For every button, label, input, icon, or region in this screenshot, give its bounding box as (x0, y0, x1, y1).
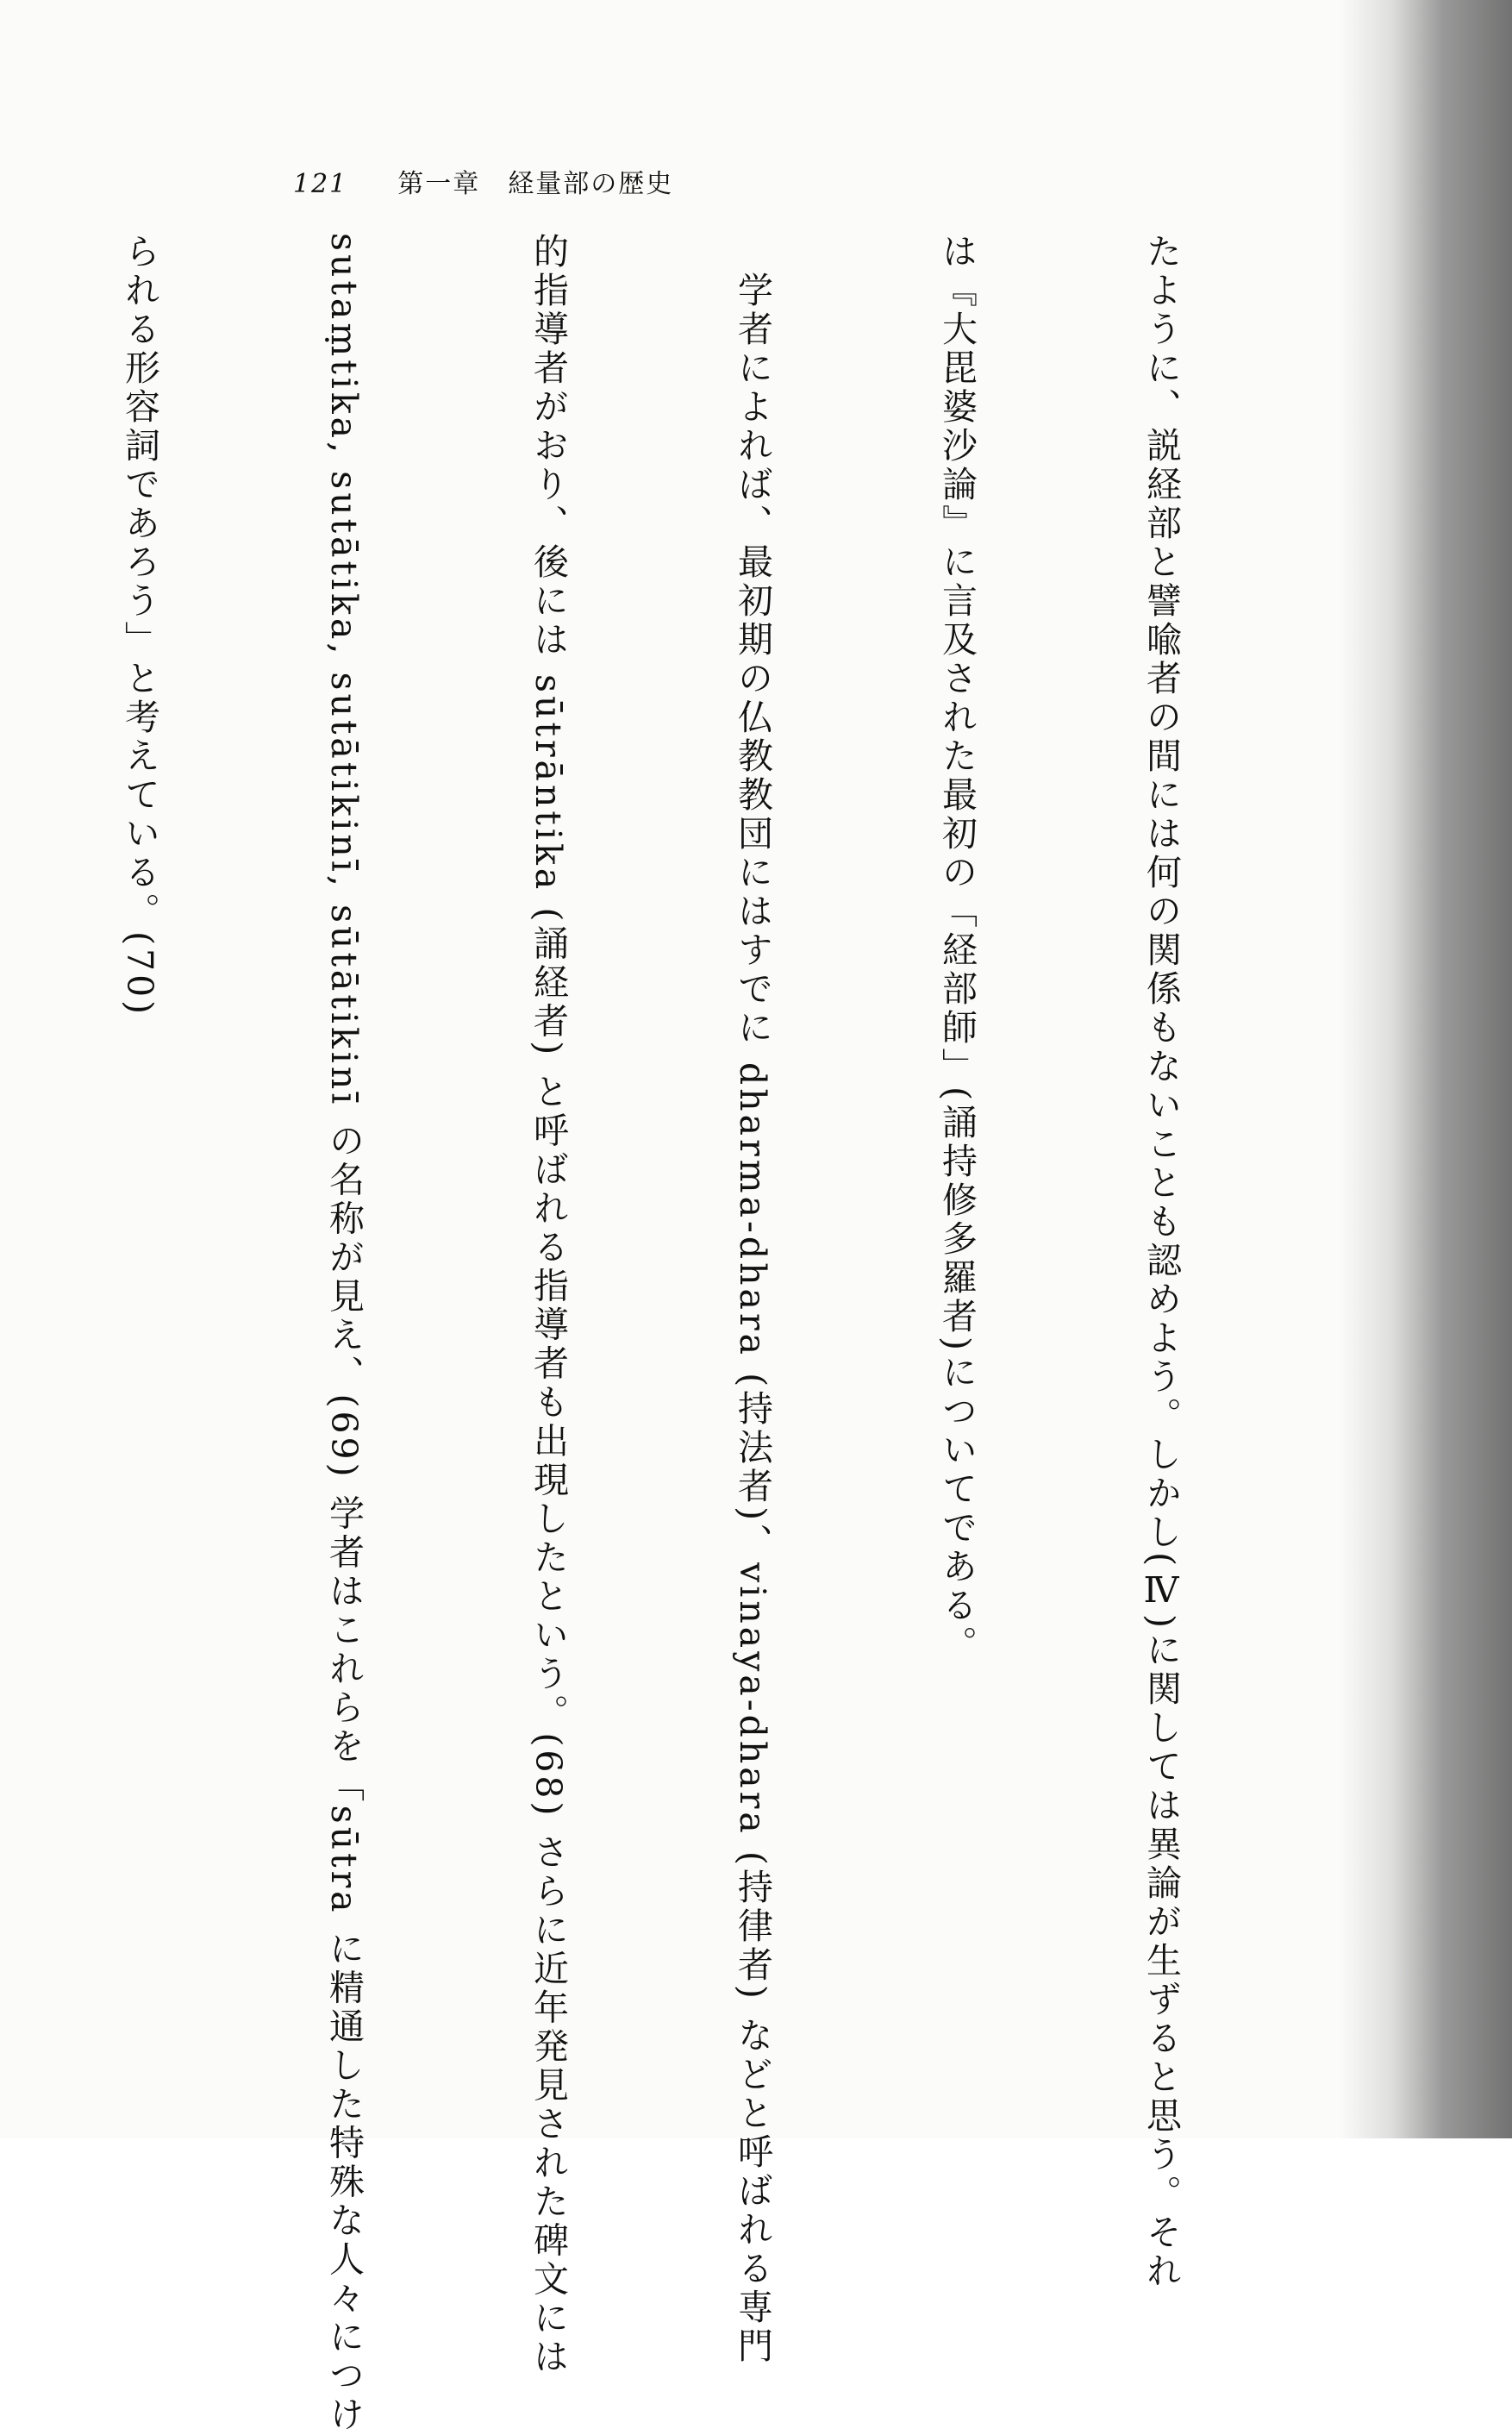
text-line: は『大毘婆沙論』に言及された最初の「経部師」(誦持修多羅者)についてである。 (936, 233, 978, 1664)
binding-shadow (1340, 0, 1512, 2138)
text-line: 学者によれば、最初期の仏教教団にはすでに dharma-dhara (持法者)、vinaya-dhara (持律者) などと呼ばれる専門 (732, 233, 773, 2366)
body-text (119, 233, 1331, 2435)
text-line: sutaṃtika, sutātika, sutātikinī, sūtātikinī の名称が見え、(69) 学者はこれらを「sūtra に精通した特殊な人々につけ (323, 233, 365, 2435)
text-line: 的指導者がおり、後には sūtrāntika (誦経者) と呼ばれる指導者も出現したという。(68) さらに近年発見された碑文には (528, 233, 569, 2377)
chapter-title: 第一章 経量部の歴史 (397, 169, 674, 199)
page-number: 121 (293, 169, 348, 199)
running-header (293, 162, 673, 200)
text-line: たように、説経部と譬喩者の間には何の関係もないことも認めよう。しかし(Ⅳ)に関しては異論が生ずると思う。それ (1140, 233, 1182, 2291)
text-line: られる形容詞であろう」と考えている。(70) (119, 233, 160, 1018)
